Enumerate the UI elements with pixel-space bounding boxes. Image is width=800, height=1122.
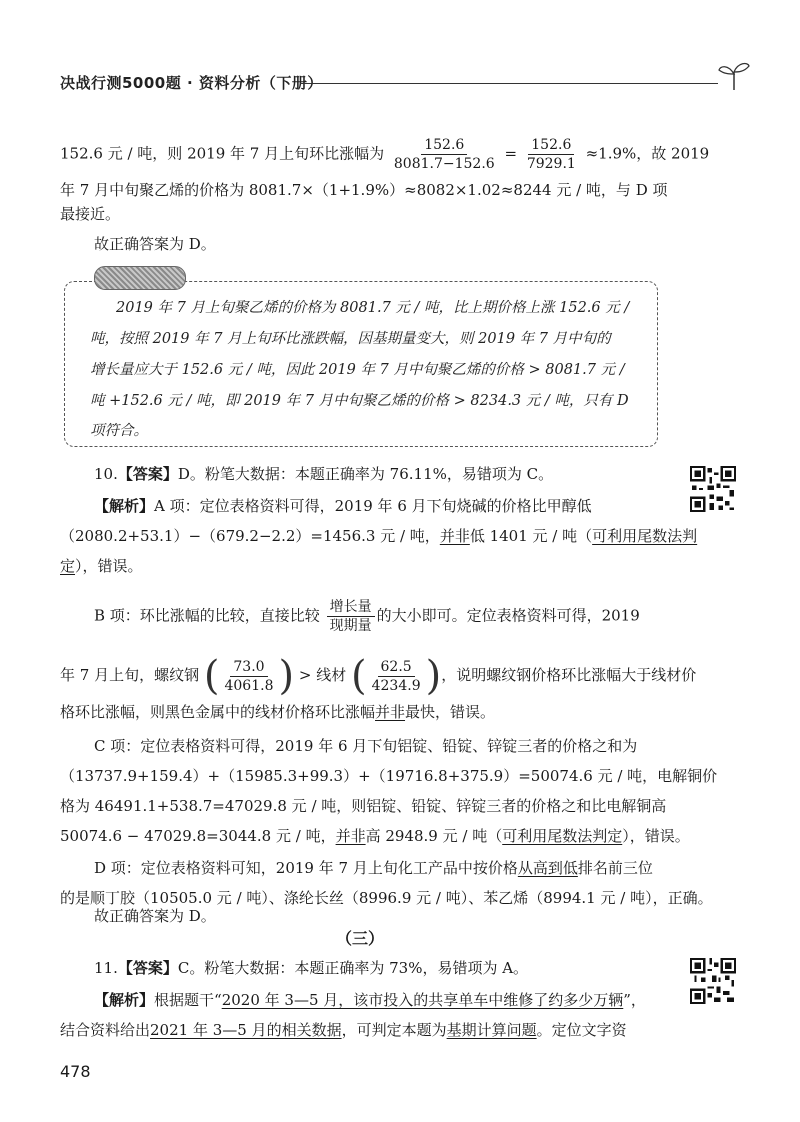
tip-badge-decoration bbox=[94, 266, 186, 290]
underlined-text: 可利用尾数法判定 bbox=[502, 827, 623, 845]
paren-fraction: ( $\frac{73.0}{4061.8}$ ) bbox=[203, 653, 295, 699]
q10-correct-answer: 故正确答案为 D。 bbox=[94, 907, 216, 925]
text: 50074.6 − 47029.8=3044.8 元 / 吨， bbox=[60, 827, 336, 845]
underlined-text: 2021 年 3—5 月的相关数据 bbox=[150, 1021, 342, 1039]
prev-line-3: 最接近。 bbox=[60, 205, 121, 223]
fraction bbox=[221, 658, 276, 695]
q10-b-line-3 bbox=[60, 702, 495, 722]
sprout-icon bbox=[716, 56, 752, 92]
underlined-text: 从高到低 bbox=[517, 859, 578, 877]
question-number: 10. bbox=[94, 465, 118, 483]
tip-line-4: 吨 +152.6 元 / 吨，即 2019 年 7 月中旬聚乙烯的价格 > 8234.3 元 / 吨，只有 D bbox=[90, 393, 629, 409]
text: 的大小即可。定位表格资料可得，2019 bbox=[376, 606, 640, 625]
underlined-text: 并非 bbox=[375, 703, 406, 721]
text: 年 7 月上旬，螺纹钢 bbox=[60, 666, 200, 684]
text: ），错误。 bbox=[622, 827, 690, 845]
q10-c-line-2: （13737.9+159.4）+（15985.3+99.3）+（19716.8+375.9）=50074.6 元 / 吨，电解铜价 bbox=[60, 767, 718, 785]
section-heading: （三） bbox=[335, 929, 384, 948]
answer-label: 【答案】 bbox=[117, 465, 178, 483]
text: 排名前三位 bbox=[577, 859, 653, 877]
text: 最快，错误。 bbox=[405, 703, 496, 721]
q10-c-line-3: 格为 46491.1+538.7=47029.8 元 / 吨，则铝锭、铅锭、锌锭三者的价格之和比电解铜高 bbox=[60, 797, 667, 815]
qr-code-icon[interactable] bbox=[690, 958, 736, 1004]
underlined-text: 并非 bbox=[439, 527, 470, 545]
numerator: 152.6 bbox=[421, 136, 467, 155]
text: C。粉笔大数据：本题正确率为 73%，易错项为 A。 bbox=[177, 959, 529, 977]
q10-a-line-1 bbox=[94, 496, 592, 516]
text: D 项：定位表格资料可知，2019 年 7 月上旬化工产品中按价格 bbox=[94, 859, 518, 877]
prev-answer: 故正确答案为 D。 bbox=[94, 235, 216, 253]
denominator: 8081.7−152.6 bbox=[393, 156, 495, 172]
text: ”， bbox=[623, 991, 646, 1009]
text: B 项：环比涨幅的比较，直接比较 bbox=[94, 606, 320, 625]
denominator: 4234.9 bbox=[371, 677, 421, 694]
fraction bbox=[524, 136, 579, 173]
q11-answer-line bbox=[94, 958, 528, 978]
qr-code-icon[interactable] bbox=[690, 466, 736, 512]
denominator: 现期量 bbox=[329, 618, 372, 634]
q10-b-line-2 bbox=[60, 653, 697, 699]
text: ，可判定本题为 bbox=[341, 1021, 447, 1039]
text: ≈1.9%，故 2019 bbox=[585, 144, 710, 163]
underlined-text: 可利用尾数法判 bbox=[592, 527, 698, 545]
fraction bbox=[391, 136, 498, 173]
prev-line-2: 年 7 月中旬聚乙烯的价格为 8081.7×（1+1.9%）≈8082×1.02≈8244 元 / 吨，与 D 项 bbox=[60, 181, 668, 199]
denominator: 7929.1 bbox=[526, 156, 576, 172]
q11-line-2 bbox=[60, 1020, 627, 1040]
numerator: 73.0 bbox=[230, 658, 267, 677]
header-rule bbox=[300, 83, 718, 84]
tip-line-3: 增长量应大于 152.6 元 / 吨，因此 2019 年 7 月中旬聚乙烯的价格 > 8081.7 元 / bbox=[90, 362, 625, 378]
q10-answer-line bbox=[94, 464, 553, 484]
underlined-text: 2020 年 3—5 月，该市投入的共享单车中维修了约多少万辆 bbox=[221, 991, 624, 1009]
numerator: 62.5 bbox=[378, 658, 415, 677]
prev-line-1 bbox=[60, 136, 709, 173]
underlined-text: 并非 bbox=[335, 827, 366, 845]
analysis-label: 【解析】 bbox=[94, 497, 155, 515]
fraction bbox=[369, 658, 424, 695]
q11-line-1 bbox=[94, 990, 646, 1010]
text: > 线材 bbox=[298, 666, 347, 684]
q10-d-line-2: 的是顺丁胶（10505.0 元 / 吨）、涤纶长丝（8996.9 元 / 吨）、苯乙烯（8994.1 元 / 吨），正确。 bbox=[60, 889, 713, 907]
fraction bbox=[327, 598, 375, 635]
denominator: 4061.8 bbox=[224, 677, 274, 694]
numerator: 152.6 bbox=[528, 136, 574, 155]
text: 。定位文字资 bbox=[536, 1021, 627, 1039]
page-number: 478 bbox=[60, 1062, 91, 1081]
q10-c-line-4 bbox=[60, 826, 690, 846]
tip-line-5: 项符合。 bbox=[90, 423, 148, 439]
answer-label: 【答案】 bbox=[117, 959, 178, 977]
underlined-text: 基期计算问题 bbox=[446, 1021, 537, 1039]
numerator: 增长量 bbox=[327, 598, 375, 617]
tip-line-2: 吨，按照 2019 年 7 月上旬环比涨跌幅，因基期量变大，则 2019 年 7 月中旬的 bbox=[90, 331, 611, 347]
running-header: 决战行测5000题 · 资料分析（下册） bbox=[60, 74, 323, 92]
q10-d-line-1 bbox=[94, 858, 653, 878]
q10-a-line-3 bbox=[60, 556, 143, 576]
text: 低 1401 元 / 吨（ bbox=[469, 527, 593, 545]
text: D。粉笔大数据：本题正确率为 76.11%，易错项为 C。 bbox=[177, 465, 554, 483]
question-number: 11. bbox=[94, 959, 118, 977]
underlined-text: 定 bbox=[60, 557, 76, 575]
q10-b-line-1 bbox=[94, 598, 640, 635]
equals: = bbox=[504, 144, 518, 163]
text: ），错误。 bbox=[75, 557, 143, 575]
text: 高 2948.9 元 / 吨（ bbox=[365, 827, 503, 845]
text: 根据题干“ bbox=[154, 991, 222, 1009]
text: 结合资料给出 bbox=[60, 1021, 151, 1039]
tip-line-1: 2019 年 7 月上旬聚乙烯的价格为 8081.7 元 / 吨，比上期价格上涨 152.6 元 / bbox=[116, 300, 630, 316]
q10-a-line-2 bbox=[60, 526, 697, 546]
text: 格环比涨幅，则黑色金属中的线材价格环比涨幅 bbox=[60, 703, 376, 721]
text: ，说明螺纹钢价格环比涨幅大于线材价 bbox=[441, 666, 697, 684]
text: A 项：定位表格资料可得，2019 年 6 月下旬烧碱的价格比甲醇低 bbox=[154, 497, 592, 515]
q10-c-line-1: C 项：定位表格资料可得，2019 年 6 月下旬铝锭、铅锭、锌锭三者的价格之和为 bbox=[94, 737, 638, 755]
analysis-label: 【解析】 bbox=[94, 991, 155, 1009]
text: 152.6 元 / 吨，则 2019 年 7 月上旬环比涨幅为 bbox=[60, 144, 385, 163]
text: （2080.2+53.1）−（679.2−2.2）=1456.3 元 / 吨， bbox=[60, 527, 440, 545]
paren-fraction: ( $\frac{62.5}{4234.9}$ ) bbox=[351, 653, 442, 699]
